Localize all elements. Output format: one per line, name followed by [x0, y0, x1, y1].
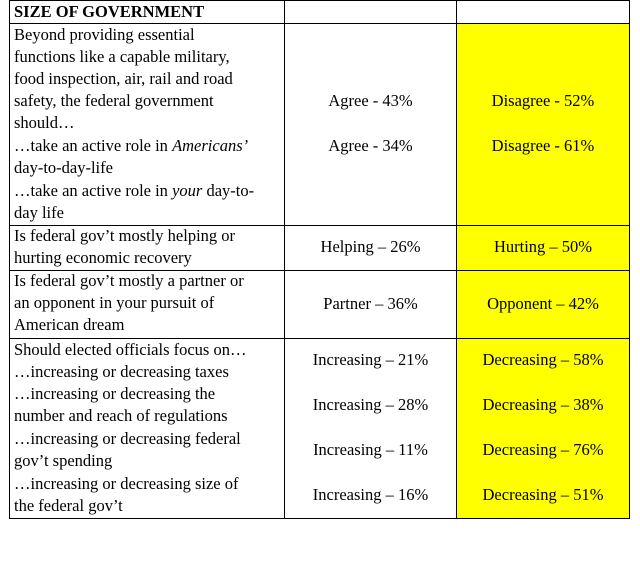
decreasing-value: Decreasing – 38%	[482, 395, 604, 414]
question-line: …increasing or decreasing the	[14, 384, 216, 403]
question-line: gov’t spending	[14, 451, 113, 470]
sub-question-text: …take an active role in	[14, 181, 173, 200]
question-line: Is federal gov’t mostly helping or	[14, 226, 236, 245]
agree-value: Agree - 43%	[328, 91, 413, 110]
question-line: …increasing or decreasing size of	[14, 474, 239, 493]
question-line: …increasing or decreasing federal	[14, 429, 241, 448]
hurting-value: Hurting – 50%	[493, 237, 593, 256]
question-line: Is federal gov’t mostly a partner or	[14, 271, 244, 290]
decreasing-value: Decreasing – 51%	[482, 485, 604, 504]
question-line: food inspection, air, rail and road	[14, 69, 233, 88]
question-line: should…	[14, 113, 75, 132]
question-line: American dream	[14, 315, 125, 334]
table-header: SIZE OF GOVERNMENT	[14, 2, 205, 21]
decreasing-value: Decreasing – 76%	[482, 440, 604, 459]
increasing-value: Increasing – 16%	[312, 485, 429, 504]
sub-question-text: day-to-	[202, 181, 255, 200]
question-line: hurting economic recovery	[14, 248, 192, 267]
sub-question-line	[14, 135, 248, 158]
sub-question-line: day life	[14, 203, 64, 222]
increasing-value: Increasing – 28%	[312, 395, 429, 414]
question-line: …increasing or decreasing taxes	[14, 362, 229, 381]
sub-question-line	[14, 180, 254, 203]
question-line: Beyond providing essential	[14, 25, 195, 44]
sub-question-line: day-to-day-life	[14, 158, 113, 177]
agree-value: Agree - 34%	[328, 136, 413, 155]
disagree-value: Disagree - 61%	[491, 136, 595, 155]
increasing-value: Increasing – 21%	[312, 350, 429, 369]
question-line: Should elected officials focus on…	[14, 340, 247, 359]
helping-value: Helping – 26%	[320, 237, 421, 256]
opponent-value: Opponent – 42%	[487, 294, 599, 313]
decreasing-value: Decreasing – 58%	[482, 350, 604, 369]
sub-question-text: …take an active role in	[14, 136, 173, 155]
question-line: safety, the federal government	[14, 91, 214, 110]
question-line: the federal gov’t	[14, 496, 123, 515]
sub-question-emphasis: Americans’	[172, 136, 249, 155]
sub-question-emphasis: your	[172, 181, 203, 200]
question-line: functions like a capable military,	[14, 47, 230, 66]
question-line: number and reach of regulations	[14, 406, 228, 425]
increasing-value: Increasing – 11%	[313, 440, 428, 459]
partner-value: Partner – 36%	[323, 294, 418, 313]
disagree-value: Disagree - 52%	[491, 91, 595, 110]
question-line: an opponent in your pursuit of	[14, 293, 215, 312]
